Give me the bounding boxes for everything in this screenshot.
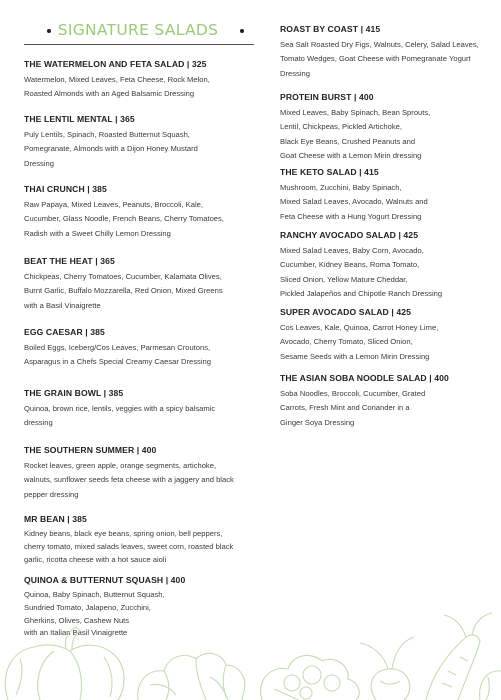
- description-line: Mixed Leaves, Baby Spinach, Bean Sprouts,: [280, 108, 431, 117]
- beet-illustration: [360, 637, 414, 700]
- description-line: Cos Leaves, Kale, Quinoa, Carrot Honey Lime,: [280, 323, 439, 332]
- description-line: Mushroom, Zucchini, Baby Spinach,: [280, 183, 402, 192]
- menu-item-description: [280, 321, 495, 364]
- description-line: Ginger Soya Dressing: [280, 417, 355, 427]
- description-line: Gherkins, Olives, Cashew Nuts: [24, 615, 130, 625]
- menu-item-title: PROTEIN BURST | 400: [280, 92, 374, 102]
- description-line: Black Eye Beans, Crushed Peanuts and: [280, 136, 416, 146]
- description-line: Lentil, Chickpeas, Pickled Artichoke,: [280, 122, 402, 132]
- vegetable-line-art: [0, 585, 501, 700]
- description-line: Kidney beans, black eye beans, spring onion, bell peppers,: [24, 529, 223, 538]
- description-line: Dressing: [280, 68, 310, 78]
- description-line: Sundried Tomato, Jalapeno, Zucchini,: [24, 602, 151, 612]
- description-line: Soba Noodles, Broccoli, Cucumber, Grated: [280, 389, 426, 398]
- menu-item-title: THE ASIAN SOBA NOODLE SALAD | 400: [280, 373, 449, 383]
- menu-item: [24, 59, 264, 102]
- description-line: Sea Salt Roasted Dry Figs, Walnuts, Celery, Salad Leaves,: [280, 40, 479, 49]
- menu-item: [280, 92, 495, 164]
- description-line: Tomato Wedges, Goat Cheese with Pomegranate Yogurt: [280, 54, 471, 64]
- description-line: Rocket leaves, green apple, orange segments, artichoke,: [24, 461, 217, 470]
- menu-item-title: QUINOA & BUTTERNUT SQUASH | 400: [24, 575, 186, 585]
- menu-item: [24, 388, 264, 431]
- description-line: Quinoa, Baby Spinach, Butternut Squash,: [24, 590, 165, 599]
- description-line: Cucumber, Glass Noodle, French Beans, Cherry Tomatoes,: [24, 214, 224, 224]
- description-line: Sesame Seeds with a Lemon Mirin Dressing: [280, 351, 430, 361]
- menu-item-description: [24, 402, 264, 431]
- menu-item-title: THE GRAIN BOWL | 385: [24, 388, 124, 398]
- menu-item-title: BEAT THE HEAT | 365: [24, 256, 115, 266]
- description-line: Radish with a Sweet Chilly Lemon Dressing: [24, 228, 171, 238]
- menu-item-description: [24, 270, 264, 313]
- menu-item: [24, 114, 264, 171]
- menu-item-description: [280, 181, 495, 224]
- menu-item: [280, 167, 495, 224]
- menu-item: [24, 327, 264, 370]
- description-line: Cucumber, Kidney Beans, Roma Tomato,: [280, 260, 420, 270]
- description-line: with an Italian Basil Vinaigrette: [24, 628, 128, 638]
- menu-item: [24, 184, 264, 241]
- description-line: walnuts, sunflower seeds feta cheese with a jaggery and black: [24, 475, 234, 485]
- carrot-illustration: [426, 613, 492, 700]
- menu-item-title: EGG CAESAR | 385: [24, 327, 105, 337]
- menu-item-description: [280, 106, 495, 164]
- description-line: cherry tomato, mixed salads leaves, sweet corn, roasted black: [24, 541, 234, 551]
- menu-item-title: SUPER AVOCADO SALAD | 425: [280, 307, 411, 317]
- menu-item: [280, 373, 495, 430]
- description-line: Chickpeas, Cherry Tomatoes, Cucumber, Kalamata Olives,: [24, 272, 222, 281]
- description-line: Asparagus in a Chefs Special Creamy Caesar Dressing: [24, 357, 211, 367]
- pumpkin-illustration: [5, 627, 124, 700]
- description-line: Feta Cheese with a Hung Yogurt Dressing: [280, 211, 422, 221]
- menu-item-description: [280, 244, 495, 302]
- menu-item-description: [24, 73, 264, 102]
- description-line: Mixed Salad Leaves, Avocado, Walnuts and: [280, 197, 428, 207]
- menu-item-title: ROAST BY COAST | 415: [280, 24, 381, 34]
- heading-row: [22, 18, 254, 46]
- description-line: Burnt Garlic, Buffalo Mozzarella, Red Onion, Mixed Greens: [24, 286, 223, 296]
- description-line: Dressing: [24, 158, 54, 168]
- description-line: Puly Lentils, Spinach, Roasted Butternut Squash,: [24, 130, 190, 139]
- menu-item-title: THE KETO SALAD | 415: [280, 167, 379, 177]
- menu-item-title: THAI CRUNCH | 385: [24, 184, 107, 194]
- menu-item-description: [24, 198, 264, 241]
- pepper-illustration: [480, 671, 501, 700]
- description-line: Roasted Almonds with an Aged Balsamic Dressing: [24, 89, 195, 99]
- menu-item-title: RANCHY AVOCADO SALAD | 425: [280, 230, 419, 240]
- menu-item-description: [280, 38, 495, 81]
- menu-item-title: THE LENTIL MENTAL | 365: [24, 114, 135, 124]
- title-underline: [24, 44, 254, 45]
- description-line: Carrots, Fresh Mint and Coriander in a: [280, 403, 410, 413]
- cauliflower-illustration: [261, 655, 360, 700]
- menu-item-title: MR BEAN | 385: [24, 514, 87, 524]
- description-line: Avocado, Cherry Tomato, Sliced Onion,: [280, 337, 413, 347]
- bullet-dot-right: [240, 29, 244, 33]
- description-line: Boiled Eggs, Iceberg/Cos Leaves, Parmesan Croutons,: [24, 343, 211, 352]
- menu-item: [280, 230, 495, 302]
- menu-item-description: [280, 387, 495, 430]
- description-line: Raw Papaya, Mixed Leaves, Peanuts, Broccoli, Kale,: [24, 200, 203, 209]
- description-line: pepper dressing: [24, 489, 79, 499]
- section-title: SIGNATURE SALADS: [57, 21, 219, 39]
- menu-item-description: [24, 459, 264, 502]
- menu-item-description: [24, 341, 264, 370]
- description-line: Watermelon, Mixed Leaves, Feta Cheese, Rock Melon,: [24, 75, 210, 84]
- description-line: Sliced Onion, Yellow Mature Cheddar,: [280, 274, 408, 284]
- description-line: garlic, ricotta cheese with a hot sauce aioli: [24, 554, 167, 564]
- description-line: Goat Cheese with a Lemon Mirin dressing: [280, 151, 422, 161]
- description-line: Pomegranate, Almonds with a Dijon Honey Mustard: [24, 144, 198, 154]
- menu-item-title: THE SOUTHERN SUMMER | 400: [24, 445, 157, 455]
- description-line: Quinoa, brown rice, lentils, veggies with a spicy balsamic: [24, 404, 216, 413]
- menu-item: [24, 445, 264, 502]
- menu-item-title: THE WATERMELON AND FETA SALAD | 325: [24, 59, 207, 69]
- menu-item: [24, 256, 264, 313]
- menu-item-description: [24, 128, 264, 171]
- menu-item: [280, 24, 495, 81]
- menu-item: [24, 514, 264, 566]
- description-line: Pickled Jalapeños and Chipotle Ranch Dressing: [280, 289, 443, 299]
- menu-item-description: [24, 528, 264, 566]
- description-line: with a Basil Vinaigrette: [24, 300, 101, 310]
- description-line: dressing: [24, 418, 53, 428]
- leafy-greens-illustration: [138, 653, 245, 700]
- description-line: Mixed Salad Leaves, Baby Corn, Avocado,: [280, 246, 424, 255]
- menu-item: [280, 307, 495, 364]
